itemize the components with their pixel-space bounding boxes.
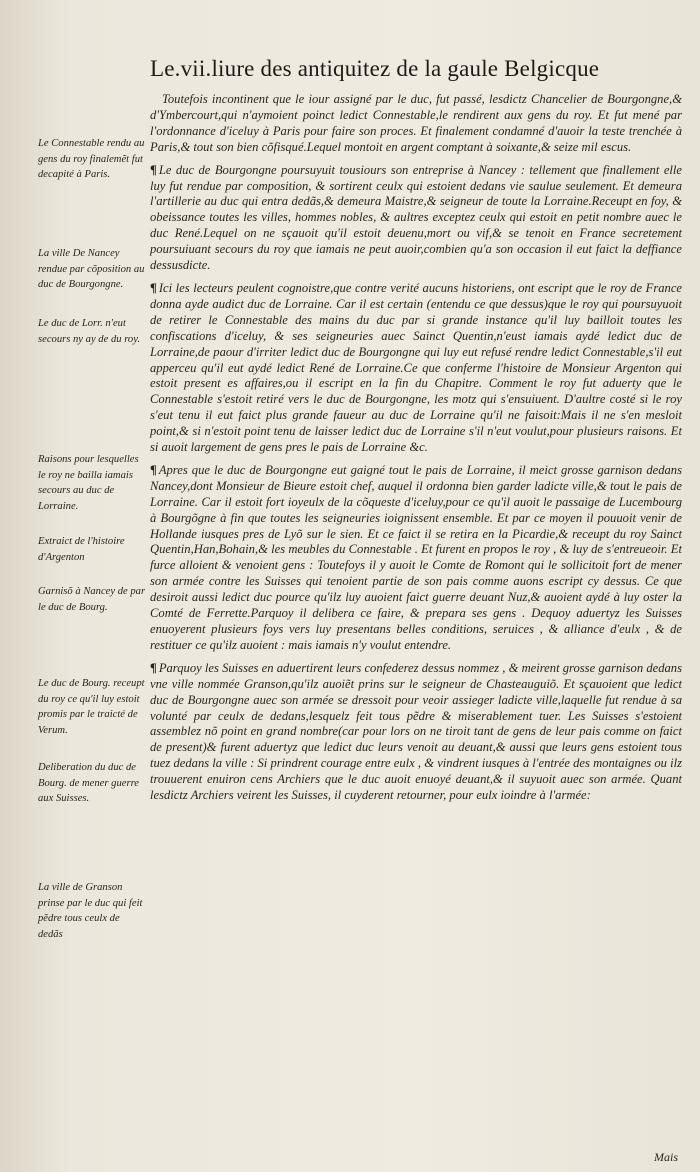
margin-note: Le duc de Bourg. receupt du roy ce qu'il luy estoit promis par le traicté de Verum. (38, 678, 145, 736)
pilcrow-icon: ¶ (150, 660, 157, 675)
running-header: Le.vii.liure des antiquitez de la gaule Belgicque (150, 56, 600, 81)
paragraph (150, 163, 682, 274)
paragraph-text: Apres que le duc de Bourgongne eut gaigné tout le pais de Lorraine, il meict grosse garnison dedans Nancey,dont Monsieur de Bieure estoit chef, auquel il ordonna bien garder ladicte ville,& tout le pais de Lorraine. Car il estoit fort ioyeulx de la cõqueste d'iceluy,pour ce qu'il auoit le passaige de Lucembourg à Bourgõgne à fin que toutes les seigneuries ioignissent ensemble. Et par ce moyen il pouuoit venir de Hollande iusques pres de Lyõ sur le sien. Et ce faict il se retira en la Picardie,& receupt du roy Sainct Quentin,Han,Bohain,& les meubles du Connestable . Et furent en propos le roy , & luy de s'entreueoir. Et furce alloient & venoient gens : Toutefoys il y auoit le Comte de Romont qui le sollicitoit fort de mener son armée contre les Suisses qui tenoient partie de son pais comme auons escript cy dessus. Ce que desiroit aussi ledict duc pource qu'ilz luy auoient faict guerre deuant Nuz,& auoient aydé à luy oster la Comté de Ferrette.Parquoy il delibera ce faire, & prepara ses gens . Dequoy aduertyz les Suisses enuoyerent plusieurs foys vers luy presentans belles conditions, seruices , & alliance d'eulx , & de restituer ce qu'ilz auoient : mais iamais n'y voulut entendre. (150, 462, 682, 652)
margin-note: Raisons pour lesquelles le roy ne bailla iamais secours au duc de Lorraine. (38, 454, 139, 512)
margin-note: La ville de Granson prinse par le duc qui feit pẽdre tous ceulx de dedãs (38, 882, 143, 940)
main-text (150, 92, 682, 811)
paragraph (150, 661, 682, 804)
paragraph (150, 463, 682, 654)
pilcrow-icon: ¶ (150, 162, 157, 177)
margin-note: Deliberation du duc de Bourg. de mener guerre aux Suisses. (38, 762, 140, 804)
margin-note: Le Connestable rendu au gens du roy finalemẽt fut decapité à Paris. (38, 138, 145, 180)
margin-note: La ville De Nancey rendue par cõposition au duc de Bourgongne. (38, 248, 145, 290)
paragraph-text: Le duc de Bourgongne poursuyuit tousiours son entreprise à Nancey : tellement que finallement elle luy fut rendue par composition, & sortirent ceulx qui estoient dedans vie saulue seulement. Et demeura l'artillerie au duc qui entra dedãs,& demeura Maistre,& seigneur de toute la Lorraine.Receupt en foy, & obeissance toutes les villes, hommes nobles, & aultres exceptez ceulx qui estoit en petit nombre auec le duc René.Lequel on ne sçauoit qu'il estoit deuenu,mort ou vif,& se tenoit en France secretement poursuiuant secours du roy que iamais ne peut auoir,combien qu'a son occasion il eut faict la deffiance dessusdicte. (150, 162, 682, 273)
catchword: Mais (654, 1150, 678, 1164)
margin-note: Le duc de Lorr. n'eut secours ny ay de du roy. (38, 318, 140, 345)
paragraph: Toutefois incontinent que le iour assigné par le duc, fut passé, lesdictz Chancelier de Bourgongne,& d'Ymbercourt,qui n'aymoient poinct ledict Connestable,le rendirent aux gens du roy. Et fut mené par l'ordonnance d'iceluy à Paris pour faire son proces. Et finalement condamné d'auoir la teste trenchée à Paris,& tout son bien cõfisqué.Lequel montoit en argent comptant à soixante,& seize mil escus. (150, 92, 682, 154)
pilcrow-icon: ¶ (150, 462, 157, 477)
paragraph-text: Parquoy les Suisses en aduertirent leurs confederez dessus nommez , & meirent grosse garnison dedans vne ville nommée Granson,qu'ilz auoiẽt prins sur le seigneur de Chasteauguiõ. Et sçauoient que ledict duc de Bourgongne auec son armée se dressoit pour veoir assieger ladicte ville,laquelle fut rendue à sa volunté par ceulx de dedans,lesquelz feit tous pẽdre & miserablement tuer. Les Suisses s'estoient assemblez nõ point en grand nombre(car pour lors on ne tiroit tant de gens de leur pais comme on faict de present)& furent aduertyz que ledict duc leurs venoit au deuant,& aussi que leurs gens estoient tous tuez dedans la ville : Si prindrent courage entre eulx , & vindrent iusques à l'entrée des montaignes ou ilz trouuerent enuiron cens Archiers que le duc auoit enuoyé deuant,& il suyuoit auec son armée. Quant lesdictz Archiers veirent les Suisses, il cuyderent retourner, pour eulx ioindre à l'armée: (150, 660, 682, 803)
margin-note: Garnisõ à Nancey de par le duc de Bourg. (38, 586, 146, 613)
paragraph-text: Ici les lecteurs peulent cognoistre,que contre verité aucuns historiens, ont escript que le roy de France donna ayde audict duc de Lorraine. Car il est certain (entendu ce que dessus)que le roy qui poursuyuoit de retirer le Connestable des mains du duc par si grande instance qu'il luy bailloit toutes les confiscations d'iceluy, & ses seigneuries auec Sainct Quentin,n'eust iamais aydé ledict duc de Lorraine,de paour d'irriter ledict duc de Bourgongne qui luy eut refusé rendre ledict Connestable,s'il eut apperceu qu'il eut aydé ledict René de Lorraine.Ce que conferme l'histoire de Monsieur Argenton qui estoit present es affaires,ou il escript en la fin du Chapitre. Comment le roy fut aduerty que le Connestable s'estoit retiré vers le duc de Bourgongne, les motz qui s'ensuiuent. D'aultre costé si le roy s'eut tenu il eut faict plus grande faueur au duc de Lorraine qu'il ne faisoit:Mais il ne s'en mesloit point,& si n'estoit point tenu de laisser ledict duc de Lorraine s'il n'eut voulut,pour plusieurs raisons. Et si auoit largement de gens pres le pais de Lorraine &c. (150, 280, 682, 455)
margin-note: Extraict de l'histoire d'Argenton (38, 536, 125, 563)
pilcrow-icon: ¶ (150, 280, 157, 295)
paragraph (150, 281, 682, 456)
